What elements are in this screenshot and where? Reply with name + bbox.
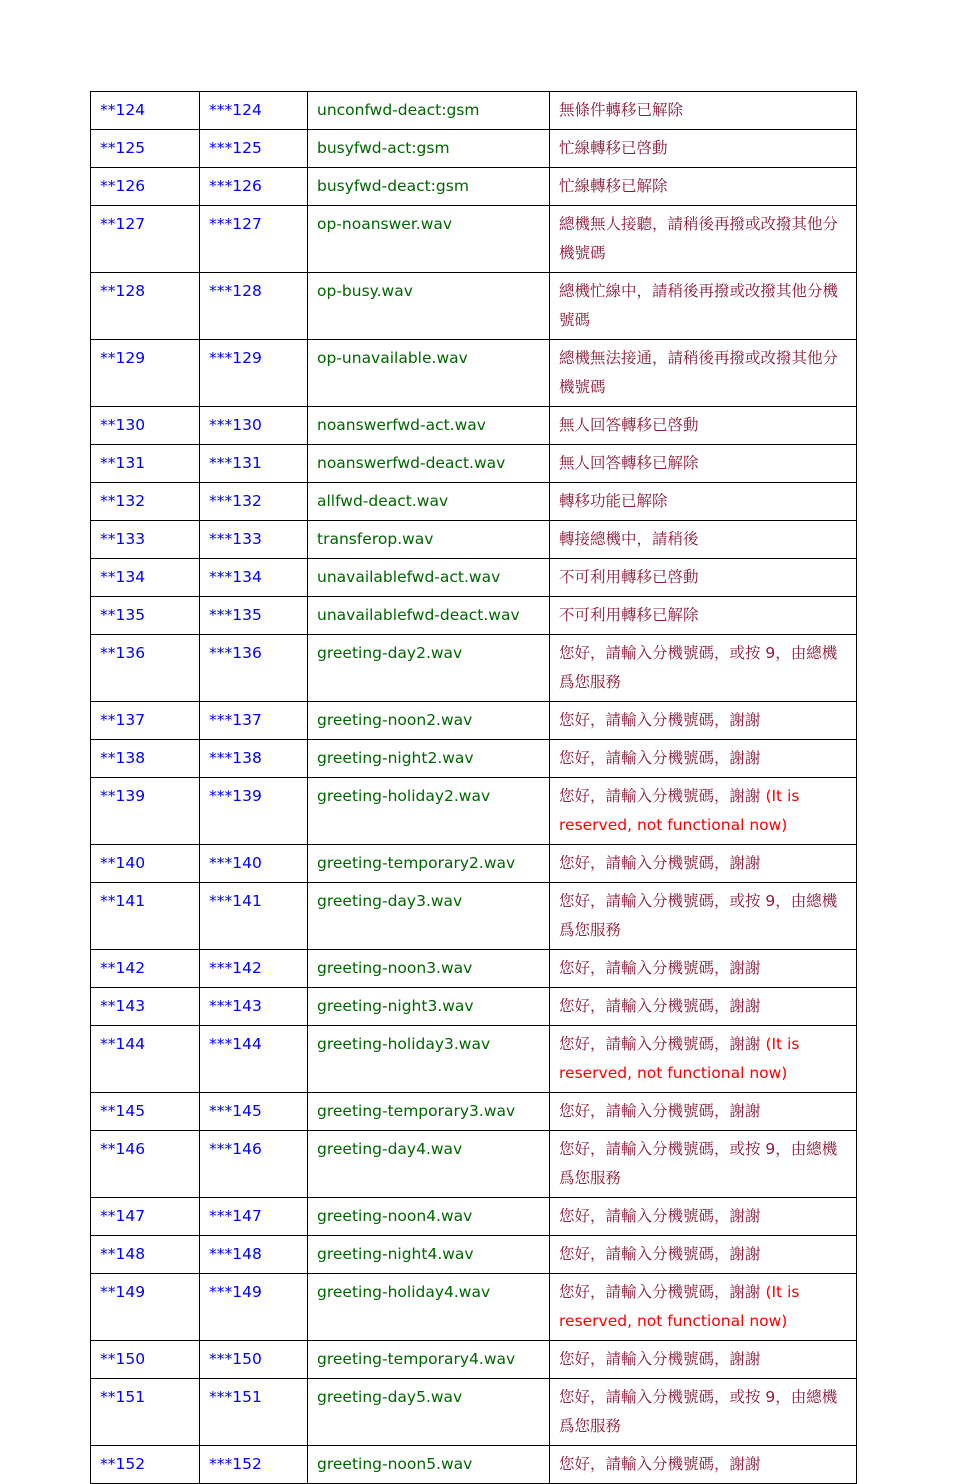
alt-feature-code-cell: ***144 — [200, 1026, 308, 1093]
description-cell — [550, 273, 857, 340]
table-row — [91, 950, 857, 988]
description-zh: 您好，請輸入分機號碼，謝謝 — [559, 997, 761, 1015]
table-row — [91, 1446, 857, 1484]
table-row — [91, 521, 857, 559]
alt-feature-code-cell: ***142 — [200, 950, 308, 988]
sound-file-cell: unconfwd-deact:gsm — [308, 92, 550, 130]
table-row — [91, 1274, 857, 1341]
table-row — [91, 1131, 857, 1198]
description-cell — [550, 740, 857, 778]
table-row — [91, 445, 857, 483]
feature-code-cell: **135 — [91, 597, 200, 635]
sound-file-cell: transferop.wav — [308, 521, 550, 559]
sound-file-cell: op-busy.wav — [308, 273, 550, 340]
description-zh: 您好，請輸入分機號碼，謝謝 — [559, 1245, 761, 1263]
sound-file-cell: busyfwd-deact:gsm — [308, 168, 550, 206]
description-note: (It is reserved, not functional now) — [559, 1035, 800, 1082]
feature-code-cell: **124 — [91, 92, 200, 130]
description-zh: 轉移功能已解除 — [559, 492, 668, 510]
table-row — [91, 1198, 857, 1236]
description-cell — [550, 1093, 857, 1131]
table-row — [91, 778, 857, 845]
table-row — [91, 340, 857, 407]
table-row — [91, 273, 857, 340]
description-zh: 不可利用轉移已解除 — [559, 606, 699, 624]
table-row — [91, 206, 857, 273]
sound-file-cell: greeting-day3.wav — [308, 883, 550, 950]
alt-feature-code-cell: ***150 — [200, 1341, 308, 1379]
feature-code-table — [90, 91, 857, 1484]
description-zh: 忙線轉移已解除 — [559, 177, 668, 195]
sound-file-cell: greeting-night4.wav — [308, 1236, 550, 1274]
description-cell — [550, 1198, 857, 1236]
sound-file-cell: greeting-noon4.wav — [308, 1198, 550, 1236]
table-row — [91, 130, 857, 168]
description-cell — [550, 597, 857, 635]
table-row — [91, 92, 857, 130]
feature-code-cell: **140 — [91, 845, 200, 883]
description-zh: 無人回答轉移已啓動 — [559, 416, 699, 434]
sound-file-cell: busyfwd-act:gsm — [308, 130, 550, 168]
description-cell — [550, 483, 857, 521]
description-cell — [550, 1274, 857, 1341]
feature-code-cell: **139 — [91, 778, 200, 845]
sound-file-cell: greeting-holiday2.wav — [308, 778, 550, 845]
table-row — [91, 702, 857, 740]
table-row — [91, 1236, 857, 1274]
description-zh: 您好，請輸入分機號碼，謝謝 — [559, 959, 761, 977]
sound-file-cell: greeting-day5.wav — [308, 1379, 550, 1446]
description-cell — [550, 521, 857, 559]
sound-file-cell: greeting-temporary3.wav — [308, 1093, 550, 1131]
feature-code-cell: **138 — [91, 740, 200, 778]
table-row — [91, 1093, 857, 1131]
description-zh: 忙線轉移已啓動 — [559, 139, 668, 157]
sound-file-cell: op-noanswer.wav — [308, 206, 550, 273]
alt-feature-code-cell: ***128 — [200, 273, 308, 340]
alt-feature-code-cell: ***145 — [200, 1093, 308, 1131]
table-row — [91, 845, 857, 883]
feature-code-cell: **148 — [91, 1236, 200, 1274]
table-row — [91, 483, 857, 521]
alt-feature-code-cell: ***130 — [200, 407, 308, 445]
alt-feature-code-cell: ***126 — [200, 168, 308, 206]
description-zh: 您好，請輸入分機號碼，謝謝 — [559, 1035, 761, 1053]
description-cell — [550, 130, 857, 168]
alt-feature-code-cell: ***136 — [200, 635, 308, 702]
table-row — [91, 407, 857, 445]
description-cell — [550, 92, 857, 130]
sound-file-cell: greeting-day4.wav — [308, 1131, 550, 1198]
description-cell — [550, 1131, 857, 1198]
sound-file-cell: greeting-temporary2.wav — [308, 845, 550, 883]
sound-file-cell: greeting-temporary4.wav — [308, 1341, 550, 1379]
description-cell — [550, 845, 857, 883]
sound-file-cell: unavailablefwd-deact.wav — [308, 597, 550, 635]
description-cell — [550, 778, 857, 845]
description-zh: 無人回答轉移已解除 — [559, 454, 699, 472]
feature-code-cell: **128 — [91, 273, 200, 340]
description-zh: 總機無法接通，請稍後再撥或改撥其他分機號碼 — [559, 349, 839, 396]
description-cell — [550, 883, 857, 950]
description-zh: 無條件轉移已解除 — [559, 101, 684, 119]
feature-code-cell: **127 — [91, 206, 200, 273]
table-body — [91, 92, 857, 1484]
feature-code-cell: **143 — [91, 988, 200, 1026]
feature-code-cell: **151 — [91, 1379, 200, 1446]
sound-file-cell: greeting-noon2.wav — [308, 702, 550, 740]
alt-feature-code-cell: ***127 — [200, 206, 308, 273]
feature-code-cell: **125 — [91, 130, 200, 168]
feature-code-cell: **129 — [91, 340, 200, 407]
description-cell — [550, 1236, 857, 1274]
sound-file-cell: unavailablefwd-act.wav — [308, 559, 550, 597]
description-zh: 您好，請輸入分機號碼，或按 9，由總機爲您服務 — [559, 1388, 838, 1435]
description-zh: 轉接總機中，請稍後 — [559, 530, 699, 548]
table-row — [91, 559, 857, 597]
description-cell — [550, 340, 857, 407]
description-zh: 總機無人接聽，請稍後再撥或改撥其他分機號碼 — [559, 215, 839, 262]
table-row — [91, 883, 857, 950]
description-cell — [550, 559, 857, 597]
feature-code-cell: **141 — [91, 883, 200, 950]
alt-feature-code-cell: ***149 — [200, 1274, 308, 1341]
alt-feature-code-cell: ***148 — [200, 1236, 308, 1274]
feature-code-cell: **146 — [91, 1131, 200, 1198]
description-note: (It is reserved, not functional now) — [559, 787, 800, 834]
sound-file-cell: greeting-night3.wav — [308, 988, 550, 1026]
alt-feature-code-cell: ***124 — [200, 92, 308, 130]
feature-code-cell: **136 — [91, 635, 200, 702]
alt-feature-code-cell: ***141 — [200, 883, 308, 950]
feature-code-cell: **126 — [91, 168, 200, 206]
description-cell — [550, 950, 857, 988]
table-row — [91, 740, 857, 778]
alt-feature-code-cell: ***137 — [200, 702, 308, 740]
feature-code-cell: **147 — [91, 1198, 200, 1236]
description-zh: 您好，請輸入分機號碼，謝謝 — [559, 1455, 761, 1473]
sound-file-cell: allfwd-deact.wav — [308, 483, 550, 521]
sound-file-cell: greeting-noon5.wav — [308, 1446, 550, 1484]
description-cell — [550, 1446, 857, 1484]
description-zh: 您好，請輸入分機號碼，或按 9，由總機爲您服務 — [559, 892, 838, 939]
alt-feature-code-cell: ***151 — [200, 1379, 308, 1446]
feature-code-cell: **131 — [91, 445, 200, 483]
sound-file-cell: noanswerfwd-deact.wav — [308, 445, 550, 483]
feature-code-cell: **142 — [91, 950, 200, 988]
sound-file-cell: greeting-holiday3.wav — [308, 1026, 550, 1093]
table-row — [91, 635, 857, 702]
description-zh: 您好，請輸入分機號碼，謝謝 — [559, 1207, 761, 1225]
description-zh: 您好，請輸入分機號碼，或按 9，由總機爲您服務 — [559, 644, 838, 691]
description-cell — [550, 445, 857, 483]
description-zh: 不可利用轉移已啓動 — [559, 568, 699, 586]
description-zh: 您好，請輸入分機號碼，謝謝 — [559, 1350, 761, 1368]
description-cell — [550, 1026, 857, 1093]
feature-code-cell: **133 — [91, 521, 200, 559]
feature-code-cell: **144 — [91, 1026, 200, 1093]
description-note: (It is reserved, not functional now) — [559, 1283, 800, 1330]
alt-feature-code-cell: ***131 — [200, 445, 308, 483]
table-row — [91, 597, 857, 635]
sound-file-cell: greeting-holiday4.wav — [308, 1274, 550, 1341]
feature-code-cell: **134 — [91, 559, 200, 597]
alt-feature-code-cell: ***132 — [200, 483, 308, 521]
description-zh: 您好，請輸入分機號碼，或按 9，由總機爲您服務 — [559, 1140, 838, 1187]
table-row — [91, 1379, 857, 1446]
alt-feature-code-cell: ***143 — [200, 988, 308, 1026]
alt-feature-code-cell: ***146 — [200, 1131, 308, 1198]
feature-code-cell: **152 — [91, 1446, 200, 1484]
alt-feature-code-cell: ***138 — [200, 740, 308, 778]
feature-code-cell: **132 — [91, 483, 200, 521]
alt-feature-code-cell: ***125 — [200, 130, 308, 168]
alt-feature-code-cell: ***135 — [200, 597, 308, 635]
description-zh: 您好，請輸入分機號碼，謝謝 — [559, 1102, 761, 1120]
description-zh: 您好，請輸入分機號碼，謝謝 — [559, 787, 761, 805]
description-cell — [550, 206, 857, 273]
alt-feature-code-cell: ***134 — [200, 559, 308, 597]
description-cell — [550, 168, 857, 206]
alt-feature-code-cell: ***152 — [200, 1446, 308, 1484]
feature-code-cell: **130 — [91, 407, 200, 445]
description-zh: 您好，請輸入分機號碼，謝謝 — [559, 1283, 761, 1301]
description-zh: 總機忙線中，請稍後再撥或改撥其他分機號碼 — [559, 282, 839, 329]
table-row — [91, 1341, 857, 1379]
table-row — [91, 1026, 857, 1093]
alt-feature-code-cell: ***139 — [200, 778, 308, 845]
table-row — [91, 168, 857, 206]
description-cell — [550, 407, 857, 445]
table-row — [91, 988, 857, 1026]
description-cell — [550, 702, 857, 740]
alt-feature-code-cell: ***133 — [200, 521, 308, 559]
feature-code-cell: **150 — [91, 1341, 200, 1379]
alt-feature-code-cell: ***147 — [200, 1198, 308, 1236]
alt-feature-code-cell: ***140 — [200, 845, 308, 883]
description-zh: 您好，請輸入分機號碼，謝謝 — [559, 749, 761, 767]
description-zh: 您好，請輸入分機號碼，謝謝 — [559, 854, 761, 872]
description-cell — [550, 1341, 857, 1379]
alt-feature-code-cell: ***129 — [200, 340, 308, 407]
description-zh: 您好，請輸入分機號碼，謝謝 — [559, 711, 761, 729]
sound-file-cell: greeting-noon3.wav — [308, 950, 550, 988]
description-cell — [550, 988, 857, 1026]
sound-file-cell: noanswerfwd-act.wav — [308, 407, 550, 445]
feature-code-cell: **145 — [91, 1093, 200, 1131]
sound-file-cell: op-unavailable.wav — [308, 340, 550, 407]
feature-code-cell: **149 — [91, 1274, 200, 1341]
description-cell — [550, 635, 857, 702]
description-cell — [550, 1379, 857, 1446]
feature-code-cell: **137 — [91, 702, 200, 740]
sound-file-cell: greeting-day2.wav — [308, 635, 550, 702]
sound-file-cell: greeting-night2.wav — [308, 740, 550, 778]
